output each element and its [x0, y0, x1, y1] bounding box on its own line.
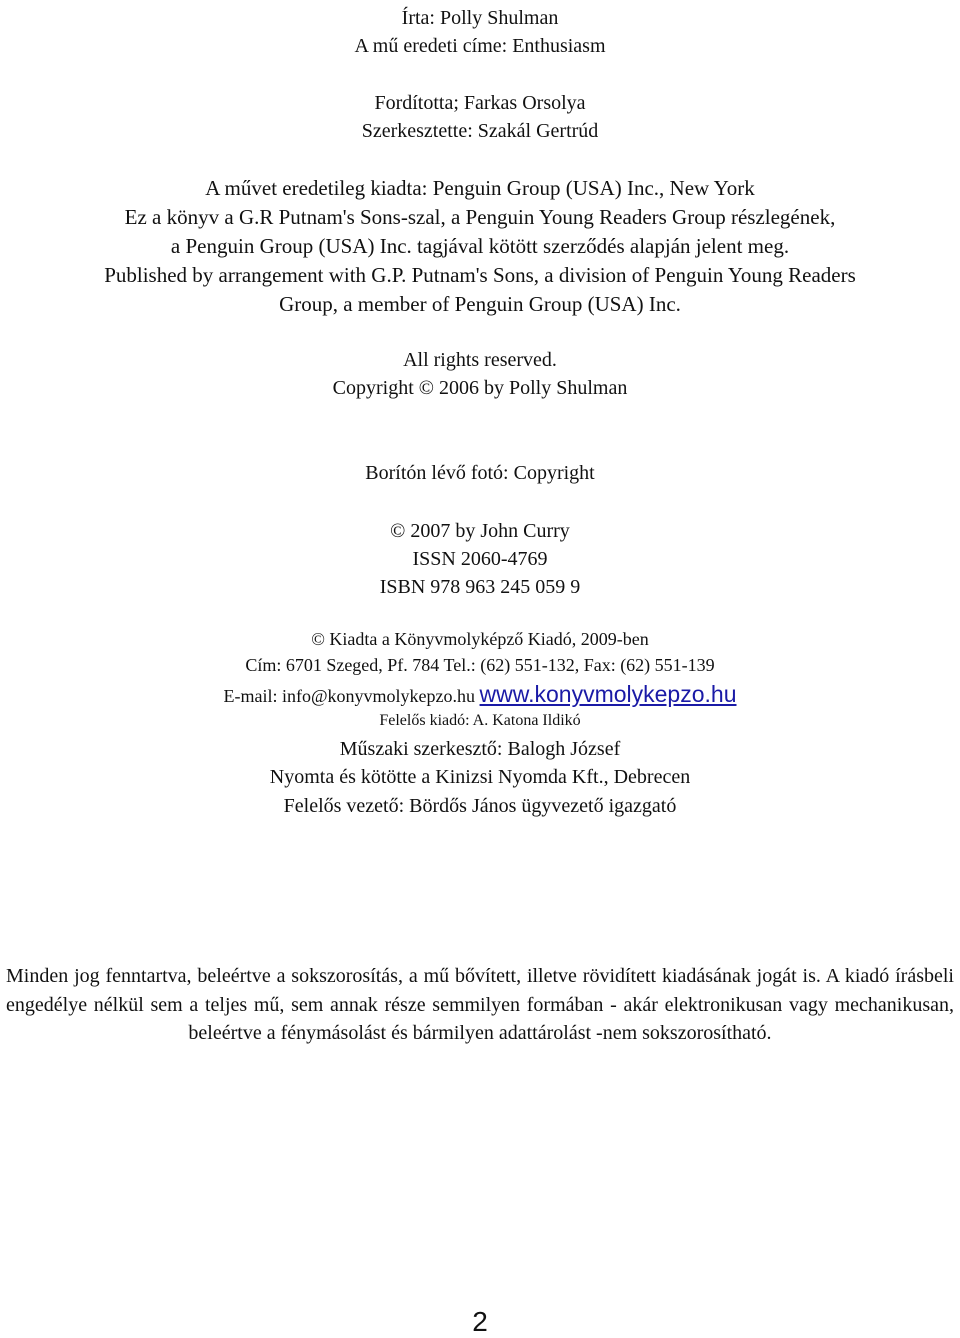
- cover-photo-copyright: © 2007 by John Curry: [390, 520, 570, 542]
- cover-photo-line: Borítón lévő fotó: Copyright: [365, 462, 595, 484]
- author-line: Írta: Polly Shulman: [401, 7, 559, 29]
- publisher-line: © Kiadta a Könyvmolyképző Kiadó, 2009-ben: [311, 629, 649, 649]
- copyright-line: Copyright © 2006 by Polly Shulman: [332, 377, 628, 399]
- publishing-line-3: a Penguin Group (USA) Inc. tagjával kötött szerződés alapján jelent meg.: [170, 234, 790, 258]
- email-text: E-mail: info@konyvmolykepzo.hu: [223, 686, 476, 706]
- issn-line: ISSN 2060-4769: [412, 548, 548, 570]
- publishing-line-4: Published by arrangement with G.P. Putnam's Sons, a division of Penguin Young Readers: [104, 263, 856, 287]
- isbn-line: ISBN 978 963 245 059 9: [379, 576, 581, 598]
- legal-notice: Minden jog fenntartva, beleértve a sokszorosítás, a mű bővített, illetve rövidített kiadásának jogát is. A kiadó írásbeli engedélye nélkül sem a teljes mű, sem annak része semmilyen formában - akár elektronikusan vagy mechanikusan, beleértve a fénymásolást és bármilyen adattárolást -nem sokszorosítható.: [6, 965, 954, 1044]
- page-number: 2: [472, 1306, 488, 1337]
- website-link[interactable]: www.konyvmolykepzo.hu: [479, 681, 737, 707]
- publishing-line-1: A művet eredetileg kiadta: Penguin Group (USA) Inc., New York: [205, 176, 755, 200]
- original-title-line: A mű eredeti címe: Enthusiasm: [354, 35, 606, 57]
- contact-line: [0, 682, 960, 708]
- editor-line: Szerkesztette: Szakál Gertrúd: [361, 120, 599, 142]
- translator-line: Fordította; Farkas Orsolya: [374, 92, 586, 114]
- responsible-publisher: Felelős kiadó: A. Katona Ildikó: [379, 712, 581, 729]
- manager-line: Felelős vezető: Bördős János ügyvezető igazgató: [283, 795, 677, 817]
- publishing-line-5: Group, a member of Penguin Group (USA) Inc.: [279, 292, 681, 316]
- technical-editor: Műszaki szerkesztő: Balogh József: [339, 738, 621, 760]
- printer-line: Nyomta és kötötte a Kinizsi Nyomda Kft., Debrecen: [269, 766, 691, 788]
- rights-reserved: All rights reserved.: [403, 349, 557, 371]
- publishing-line-2: Ez a könyv a G.R Putnam's Sons-szal, a Penguin Young Readers Group részlegének,: [124, 205, 836, 229]
- address-line: Cím: 6701 Szeged, Pf. 784 Tel.: (62) 551-132, Fax: (62) 551-139: [245, 655, 715, 675]
